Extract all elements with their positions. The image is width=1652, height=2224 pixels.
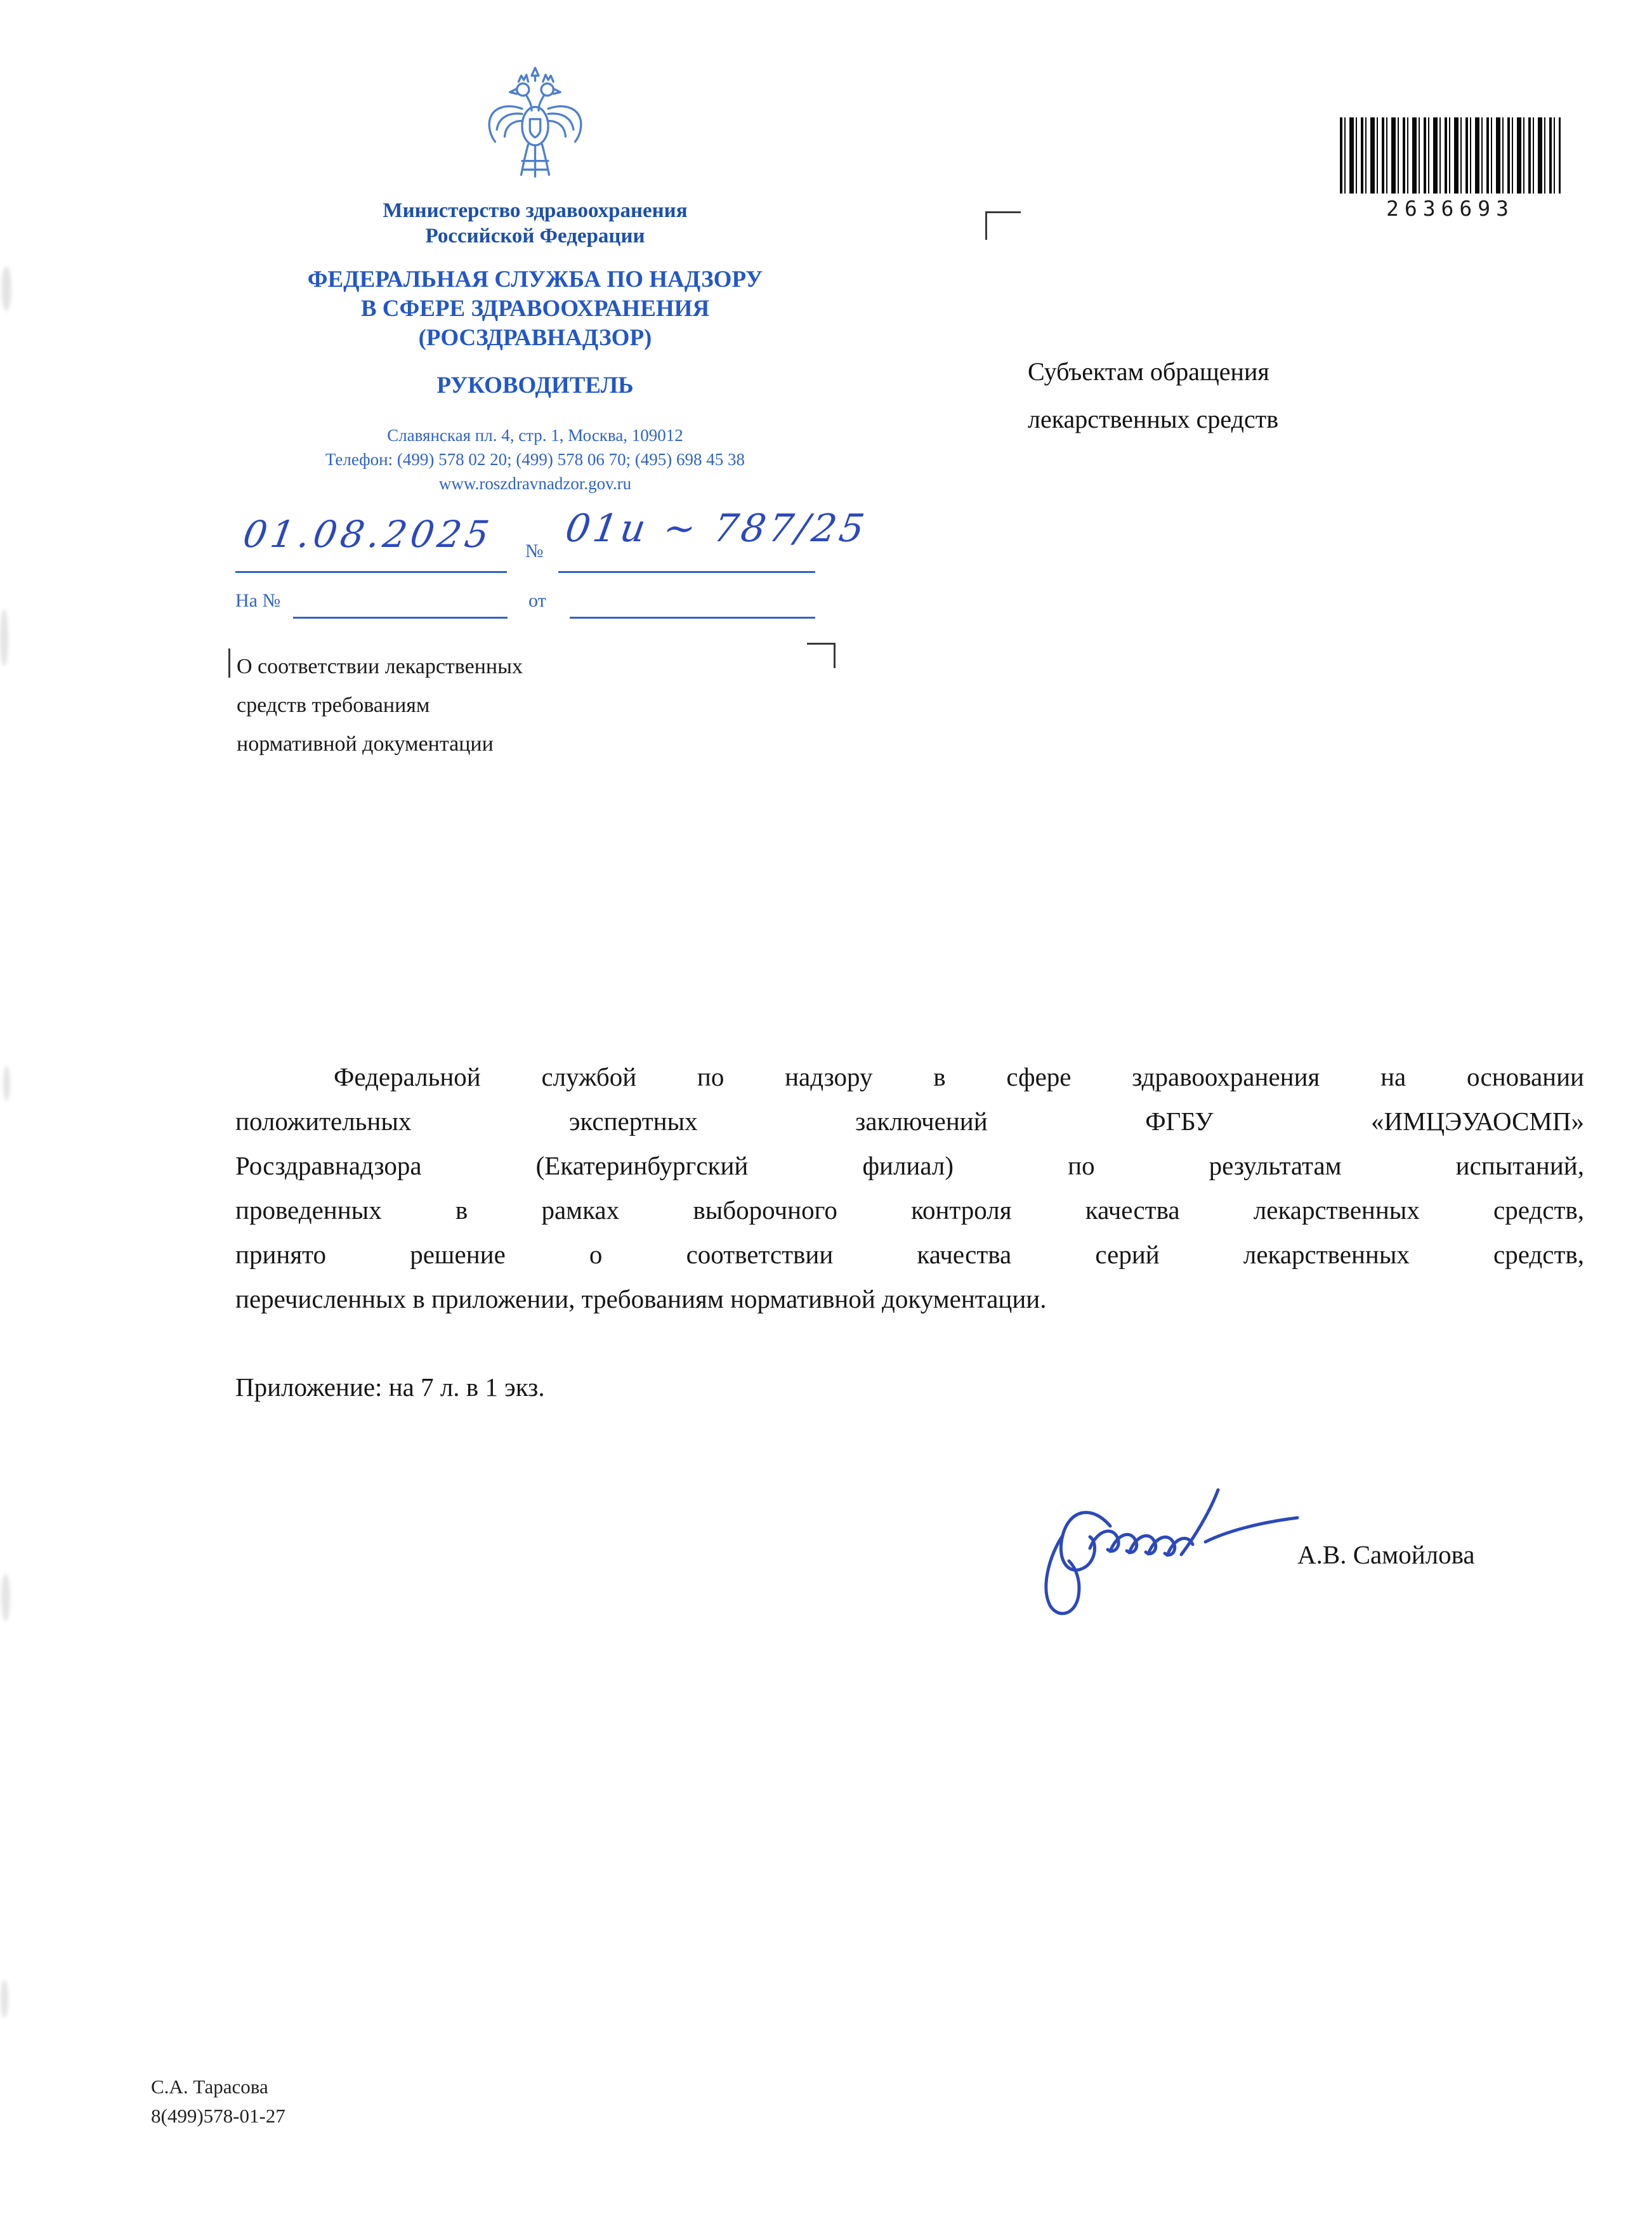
body-line: Росздравнадзора (Екатеринбургский филиал) по результатам испытаний, xyxy=(235,1151,1584,1180)
body-line: перечисленных в приложении, требованиям нормативной документации. xyxy=(235,1284,1047,1313)
scan-artifact xyxy=(1,1574,10,1621)
agency-line-2: В СФЕРЕ ЗДРАВООХРАНЕНИЯ xyxy=(360,296,710,322)
body-line: принято решение о соответствии качества серий лекарственных средств, xyxy=(235,1240,1584,1269)
executor-block xyxy=(151,2072,285,2131)
registration-barcode-block xyxy=(1340,117,1561,221)
barcode-number: 2636693 xyxy=(1386,196,1515,221)
agency-line-3: (РОСЗДРАВНАДЗОР) xyxy=(418,325,652,351)
ministry-name xyxy=(214,198,856,249)
handwritten-signature xyxy=(1015,1459,1307,1631)
addressee-zone-corner-mark xyxy=(985,211,1021,240)
subject-block xyxy=(237,647,795,763)
scan-artifact xyxy=(1,1980,8,2018)
postal-address: Славянская пл. 4, стр. 1, Москва, 109012 xyxy=(387,426,683,445)
addressee-block xyxy=(1028,348,1510,443)
handwritten-outgoing-number: 01и ~ 787/25 xyxy=(562,506,871,551)
letter-body xyxy=(235,1055,1584,1321)
reply-number-underline xyxy=(293,617,508,619)
reply-to-number-label: На № xyxy=(235,590,281,611)
addressee-line-1: Субъектам обращения xyxy=(1028,357,1269,386)
subject-corner-mark xyxy=(228,648,231,678)
addressee-line-2: лекарственных средств xyxy=(1028,405,1279,433)
number-sign: № xyxy=(525,541,544,562)
subject-line-1: О соответствии лекарственных xyxy=(237,655,523,678)
letterhead xyxy=(214,63,856,496)
scan-artifact xyxy=(1,266,11,311)
agency-line-1: ФЕДЕРАЛЬНАЯ СЛУЖБА ПО НАДЗОРУ xyxy=(307,266,763,293)
number-underline xyxy=(558,571,815,573)
subject-zone-corner-mark xyxy=(807,643,836,668)
scan-artifact xyxy=(0,609,8,666)
executor-name: С.А. Тарасова xyxy=(151,2076,268,2098)
handwritten-date: 01.08.2025 xyxy=(240,513,496,556)
reply-date-underline xyxy=(570,617,815,619)
ministry-line-2: Российской Федерации xyxy=(425,225,645,247)
body-line: Федеральной службой по надзору в сфере здравоохранения на основании xyxy=(334,1062,1584,1091)
scan-artifact xyxy=(3,1066,10,1101)
subject-line-3: нормативной документации xyxy=(237,732,494,756)
body-line: проведенных в рамках выборочного контроля качества лекарственных средств, xyxy=(235,1195,1584,1225)
website: www.roszdravnadzor.gov.ru xyxy=(438,474,632,493)
signer-name: А.В. Самойлова xyxy=(1297,1540,1475,1569)
body-line: положительных экспертных заключений ФГБУ «ИМЦЭУАОСМП» xyxy=(235,1107,1584,1136)
contacts-block xyxy=(214,423,856,496)
executor-phone: 8(499)578-01-27 xyxy=(151,2105,285,2127)
coat-of-arms-icon xyxy=(483,63,587,185)
barcode-icon xyxy=(1340,117,1561,194)
attachment-note: Приложение: на 7 л. в 1 экз. xyxy=(235,1372,545,1402)
ministry-line-1: Министерство здравоохранения xyxy=(383,199,688,222)
date-underline xyxy=(235,571,507,573)
phone-numbers: Телефон: (499) 578 02 20; (499) 578 06 70; (495) 698 45 38 xyxy=(325,450,745,469)
agency-name xyxy=(214,265,856,353)
reply-from-label: от xyxy=(528,590,546,611)
subject-line-2: средств требованиям xyxy=(237,694,430,717)
position-title: РУКОВОДИТЕЛЬ xyxy=(436,372,634,398)
